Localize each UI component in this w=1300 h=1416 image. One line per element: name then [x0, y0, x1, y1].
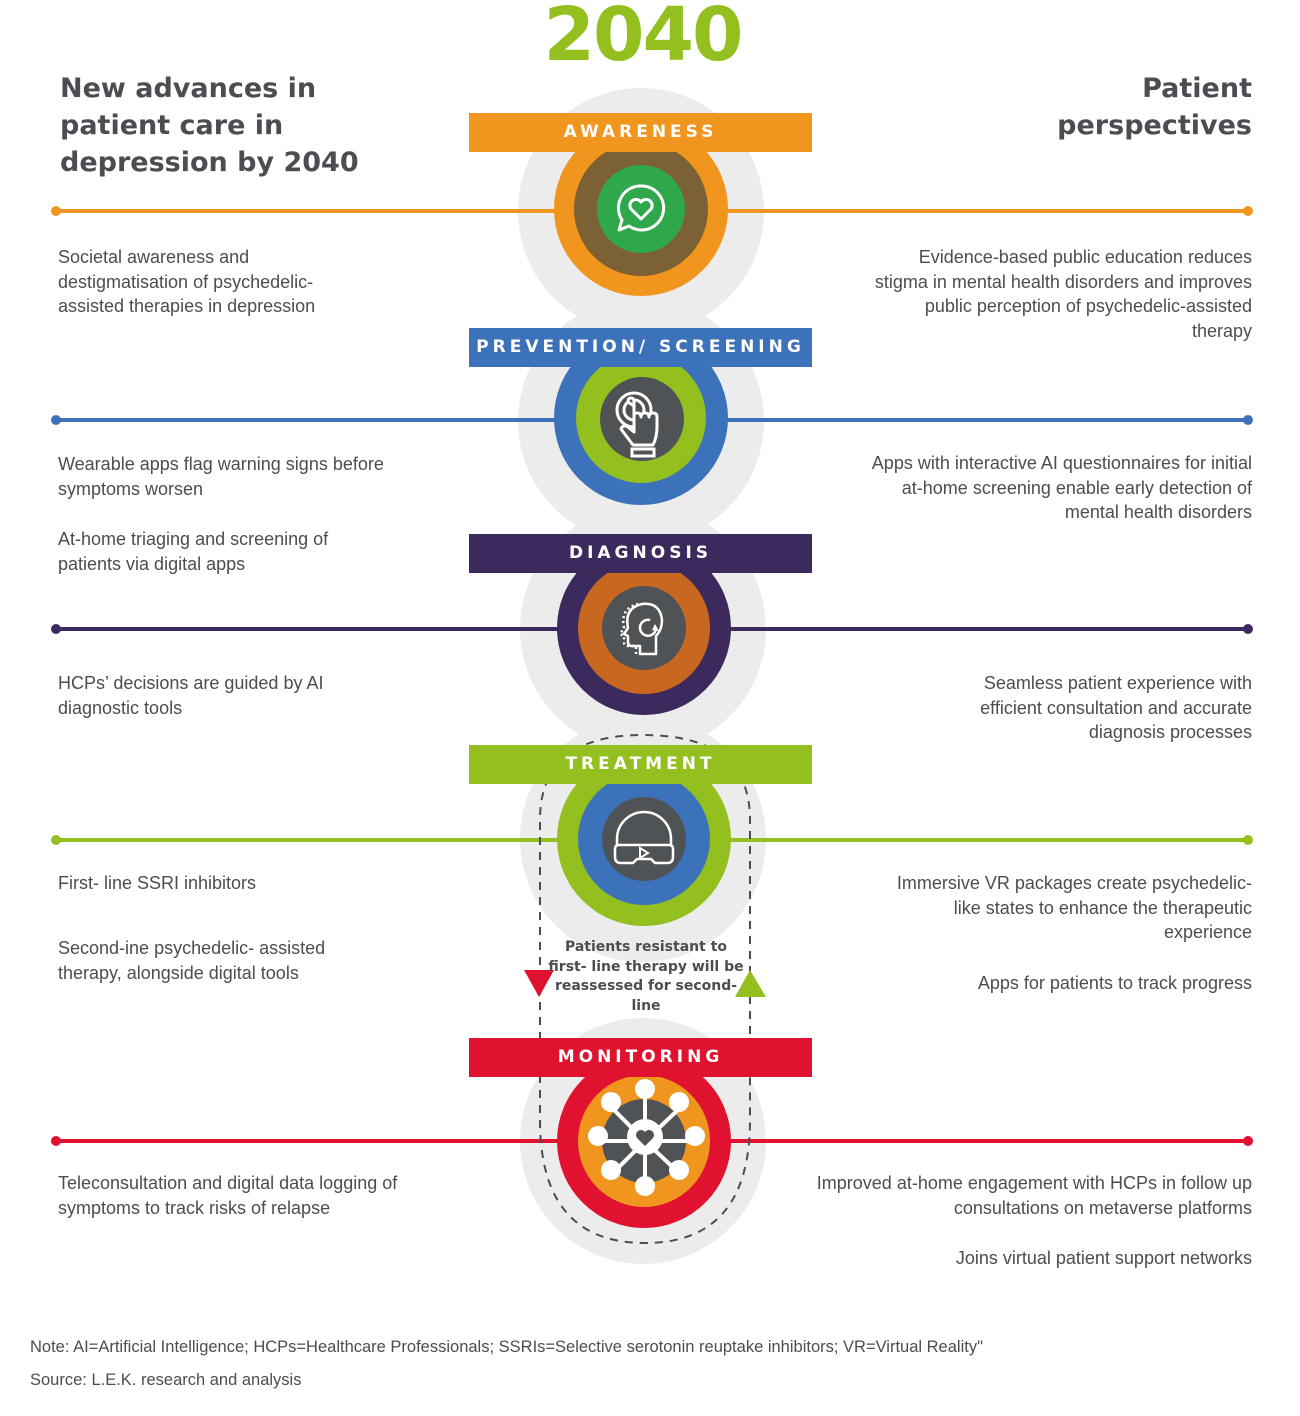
- reassessment-note: Patients resistant to first- line therapy will be reassessed for second-line: [548, 939, 744, 1014]
- monitoring-perspective-2: Joins virtual patient support networks: [955, 1248, 1252, 1268]
- awareness-perspective-1: Evidence-based public education reduces stigma in mental health disorders and improves public perception of psychedelic-assisted therapy: [874, 247, 1252, 341]
- monitoring-advance-1: Teleconsultation and digital data logging of symptoms to track risks of relapse: [58, 1173, 398, 1218]
- monitoring-perspective-1: Improved at-home engagement with HCPs in follow up consultations on metaverse platforms: [816, 1173, 1252, 1218]
- right-column-heading: Patient perspectives: [1057, 73, 1252, 141]
- treatment-perspective-2: Apps for patients to track progress: [977, 973, 1252, 993]
- diagnosis-perspective-1: Seamless patient experience with efficient consultation and accurate diagnosis processes: [980, 673, 1252, 742]
- prevention-advance-2: At-home triaging and screening of patients via digital apps: [58, 529, 329, 574]
- prevention-perspective-1: Apps with interactive AI questionnaires for initial at-home screening enable early detection of mental health disorders: [871, 453, 1252, 522]
- stage-banner-diagnosis: DIAGNOSIS: [469, 534, 812, 573]
- prevention-advance-1: Wearable apps flag warning signs before symptoms worsen: [58, 454, 384, 499]
- left-column-heading: New advances in patient care in depression by 2040: [60, 73, 359, 178]
- stage-banner-treatment: TREATMENT: [469, 745, 812, 784]
- footnote-source: Source: L.E.K. research and analysis: [30, 1371, 302, 1389]
- treatment-perspective-1: Immersive VR packages create psychedelic-like states to enhance the therapeutic experience: [896, 873, 1252, 942]
- stage-banner-awareness: AWARENESS: [469, 113, 812, 152]
- footnote-abbreviations: Note: AI=Artificial Intelligence; HCPs=Healthcare Professionals; SSRIs=Selective serotonin reuptake inhibitors; VR=Virtual Reality": [30, 1338, 983, 1356]
- diagnosis-advance-1: HCPs’ decisions are guided by AI diagnostic tools: [58, 673, 324, 718]
- stage-banner-monitoring: MONITORING: [469, 1038, 812, 1077]
- treatment-advance-2: Second-ine psychedelic- assisted therapy, alongside digital tools: [58, 938, 326, 983]
- stage-banner-prevention: PREVENTION/ SCREENING: [469, 328, 812, 367]
- treatment-advance-1: First- line SSRI inhibitors: [58, 873, 257, 893]
- year-title: 2040: [543, 0, 742, 78]
- awareness-advance-1: Societal awareness and destigmatisation of psychedelic-assisted therapies in depression: [58, 247, 316, 316]
